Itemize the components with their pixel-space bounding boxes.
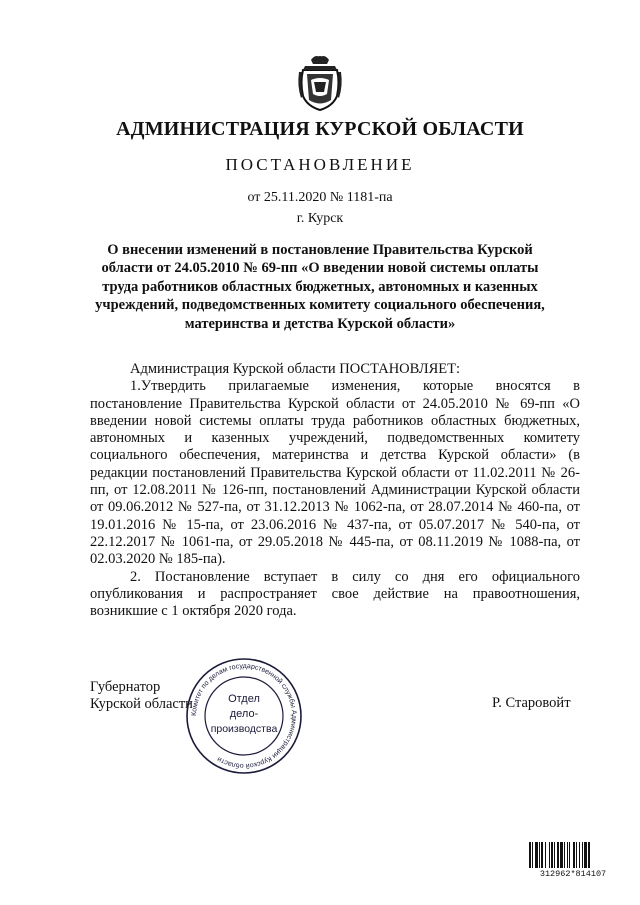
- signatory-name: Р. Старовойт: [492, 695, 571, 711]
- document-type: ПОСТАНОВЛЕНИЕ: [225, 155, 415, 174]
- agency-title: АДМИНИСТРАЦИЯ КУРСКОЙ ОБЛАСТИ: [116, 118, 524, 140]
- document-subject: О внесении изменений в постановление Правительства Курской области от 24.05.2010 № 69-пп «О введении новой системы оплаты труда работников областных бюджетных, автономных и казенных учреждений, подведомственных комитету социального обеспечения, материнства и детства Курской области»: [95, 242, 545, 332]
- stamp-line3: производства: [210, 723, 278, 735]
- signature-title-line2: Курской области: [90, 696, 193, 712]
- body-item-1: 1.Утвердить прилагаемые изменения, которые вносятся в постановление Правительства Курской области от 24.05.2010 № 69-пп «О введении новой системы оплаты труда работников областных бюджетных, автономных и казенных учреждений, подведомственных комитету социального обеспечения, материнства и детства Курской области» (в редакции постановлений Правительства Курской области от 11.02.2011 № 26-пп, от 12.08.2011 № 126-пп, постановлений Администрации Курской области от 09.06.2012 № 527-па, от 31.12.2013 № 1062-па, от 28.07.2014 № 460-па, от 19.01.2016 № 15-па, от 23.06.2016 № 437-па, от 05.07.2017 № 540-па, от 22.12.2017 № 1061-па, от 29.05.2018 № 445-па, от 08.11.2019 № 1088-па, от 02.03.2020 № 185-па).: [90, 378, 580, 568]
- stamp-ring-text: Комитет по делам государственной службы Администрации Курской области: [190, 662, 298, 770]
- coat-of-arms-emblem: [297, 52, 343, 114]
- stamp-line1: Отдел: [228, 693, 260, 705]
- stamp-line2: дело-: [229, 708, 259, 720]
- signature-title: [90, 679, 193, 713]
- official-stamp: [184, 656, 304, 776]
- signature-title-line1: Губернатор: [90, 679, 161, 695]
- body-item-2: 2. Постановление вступает в силу со дня его официального опубликования и распространяет свое действие на правоотношения, возникшие с 1 октября 2020 года.: [90, 568, 580, 620]
- barcode-number: 312962*814107: [539, 869, 607, 878]
- document-date-number: от 25.11.2020 № 1181-па: [247, 190, 393, 205]
- barcode-bars: [529, 842, 590, 868]
- document-body: [90, 361, 580, 620]
- barcode: [528, 842, 618, 878]
- body-intro: Администрация Курской области ПОСТАНОВЛЯЕТ:: [130, 361, 461, 377]
- document-city: г. Курск: [296, 211, 344, 226]
